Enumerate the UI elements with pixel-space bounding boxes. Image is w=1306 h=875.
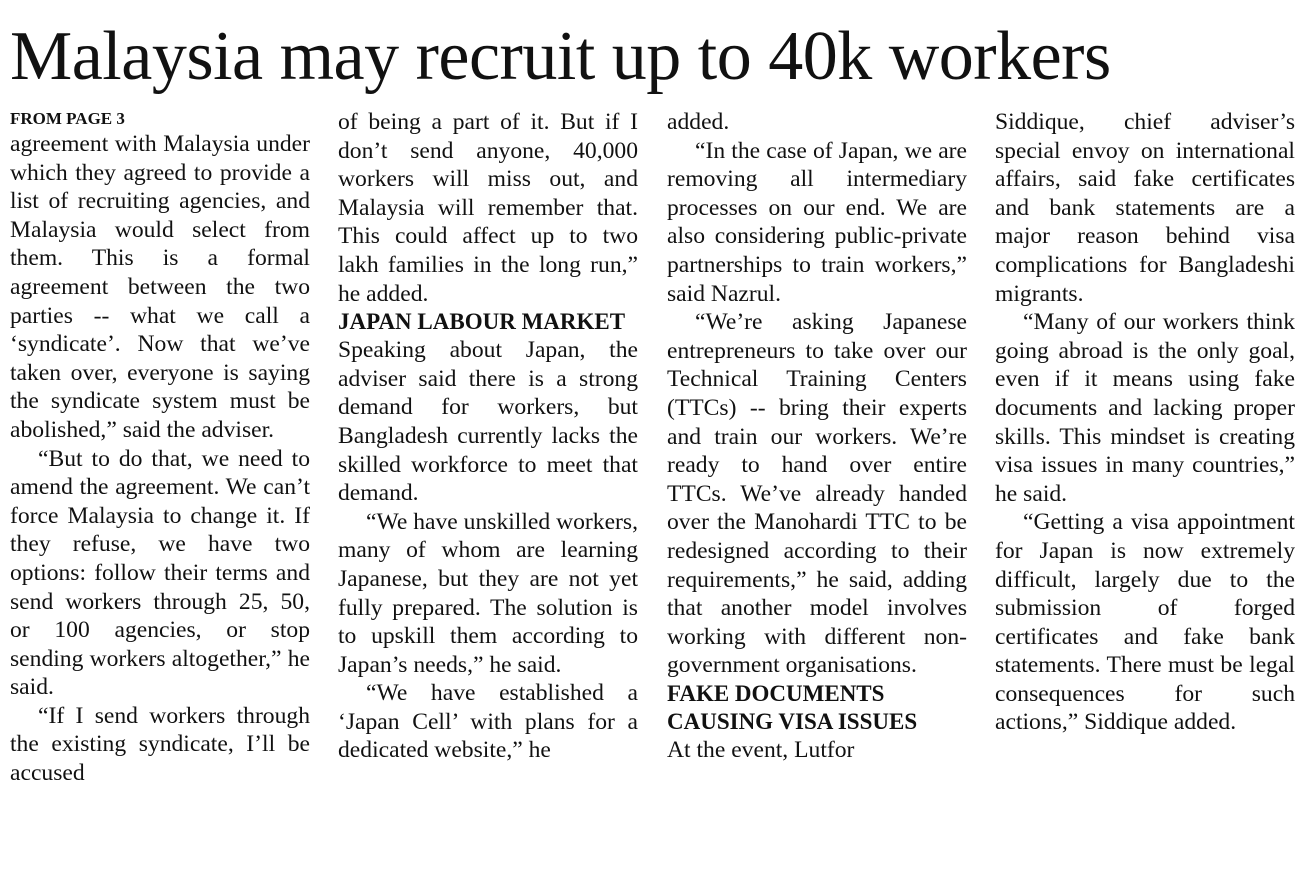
article-column-1 (10, 108, 310, 868)
paragraph: of being a part of it. But if I don’t send anyone, 40,000 workers will miss out, and Malaysia will remember that. This could affect up to two lakh families in the long run,” he added. (338, 109, 638, 307)
paragraph: added. (667, 109, 730, 135)
subheading-fake-documents: FAKE DOCUMENTS CAUSING VISA ISSUES (667, 680, 918, 734)
paragraph: “We have unskilled workers, many of whom are learning Japanese, but they are not yet fully prepared. The solution is to upskill them according to Japan’s needs,” he said. (338, 508, 638, 678)
paragraph: “In the case of Japan, we are removing all intermediary processes on our end. We are also considering public-private partnerships to train workers,” said Nazrul. (667, 137, 967, 307)
paragraph: “Getting a visa appointment for Japan is now extremely difficult, largely due to the submission of forged certificates and fake bank statements. There must be legal consequences for such actions,” Siddique added. (995, 509, 1295, 736)
paragraph: “If I send workers through the existing syndicate, I’ll be accused (10, 702, 310, 787)
headline: Malaysia may recruit up to 40k workers (10, 18, 1111, 95)
article-column-3 (667, 108, 967, 868)
paragraph: “But to do that, we need to amend the agreement. We can’t force Malaysia to change it. If they refuse, we have two options: follow their terms and send workers through 25, 50, or 100 agencies, or stop sending workers altogether,” he said. (10, 445, 310, 701)
paragraph: At the event, Lutfor (667, 736, 855, 763)
subheading-japan-labour-market: JAPAN LABOUR MARKET (338, 309, 626, 335)
paragraph: Speaking about Japan, the adviser said there is a strong demand for workers, but Bangladesh currently lacks the skilled workforce to meet that demand. (338, 337, 638, 507)
paragraph: “We have established a ‘Japan Cell’ with plans for a dedicated website,” he (338, 680, 638, 764)
continued-from-kicker: FROM PAGE 3 (10, 109, 125, 128)
paragraph: “Many of our workers think going abroad is the only goal, even if it means using fake documents and lacking proper skills. This mindset is creating visa issues in many countries,” he said. (995, 309, 1295, 507)
article-column-4 (995, 108, 1295, 868)
paragraph: Siddique, chief adviser’s special envoy on international affairs, said fake certificates and bank statements are a major reason behind visa complications for Bangladeshi migrants. (995, 109, 1295, 307)
paragraph: agreement with Malaysia under which they agreed to provide a list of recruiting agencies, and Malaysia would select from them. This is a formal agreement between the two parties -- what we call a ‘syndicate’. Now that we’ve taken over, everyone is saying the syndicate system must be abolished,” said the adviser. (10, 131, 310, 443)
article-column-2 (338, 108, 638, 868)
paragraph: “We’re asking Japanese entrepreneurs to take over our Technical Training Centers (TTCs) -- bring their experts and train our workers. We’re ready to hand over entire TTCs. We’ve already handed over the Manohardi TTC to be redesigned according to their requirements,” he said, adding that another model involves working with different non-government organisations. (667, 309, 967, 679)
